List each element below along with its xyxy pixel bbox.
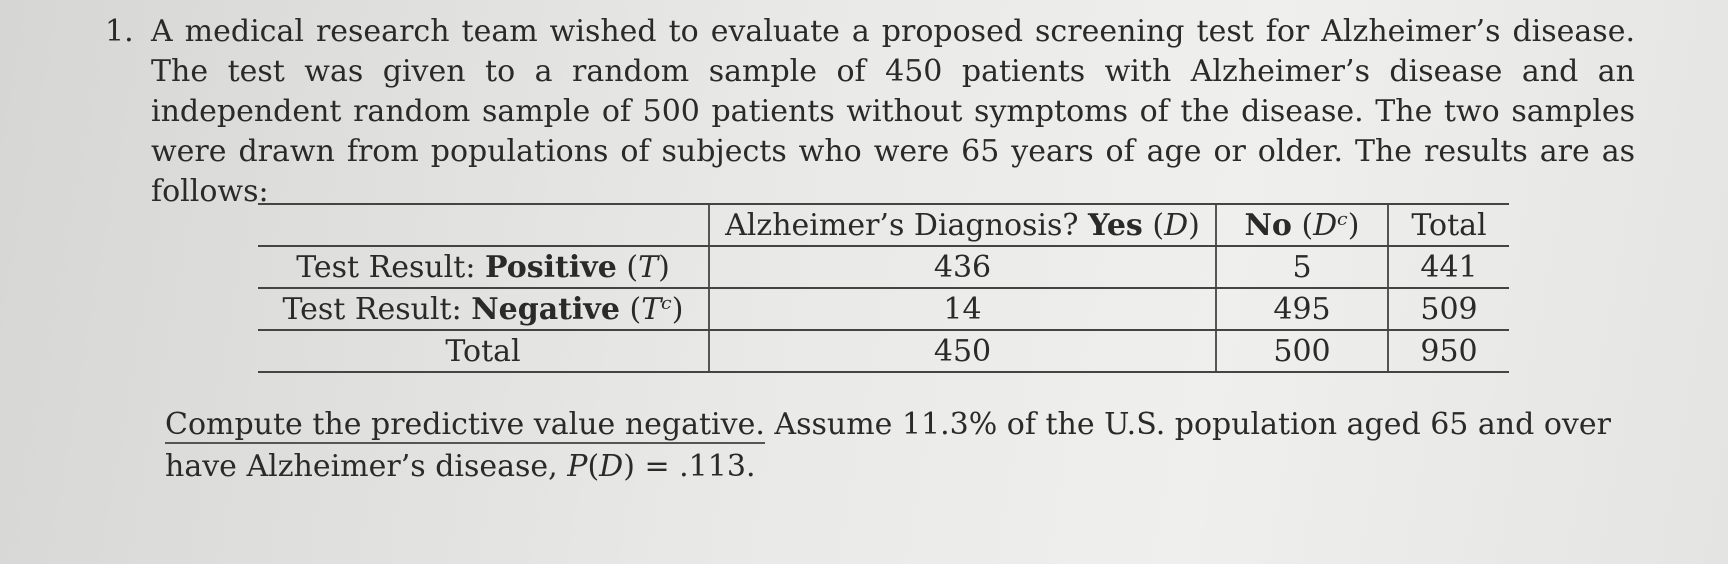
cell-negative-no: 495 <box>1216 288 1388 330</box>
row-label-prefix: Test Result: <box>296 249 485 285</box>
row-label-word: Negative <box>471 291 620 327</box>
results-table <box>258 203 1509 373</box>
prob-arg: D <box>599 449 624 484</box>
header-yes-word: Yes <box>1088 207 1143 243</box>
problem-text: A medical research team wished to evaluate a proposed screening test for Alzheimer’s disease. The test was given to a random sample of 450 patients with Alzheimer’s disease and an independent random sample of 500 patients without symptoms of the disease. The two samples were drawn from populations of subjects who were 65 years of age or older. The results are as follows: <box>151 14 1635 209</box>
problem-statement <box>105 12 1635 212</box>
prob-symbol: P <box>567 449 588 484</box>
prob-value: = .113. <box>634 449 756 484</box>
row-label-symbol: T <box>638 249 659 285</box>
cell-negative-yes: 14 <box>709 288 1216 330</box>
table-row-total <box>258 330 1509 372</box>
cell-negative-total: 509 <box>1388 288 1509 330</box>
cell-total-no: 500 <box>1216 330 1388 372</box>
row-label-total: Total <box>258 330 709 372</box>
row-label-negative: Test Result: Negative (Tᶜ) <box>258 288 709 330</box>
header-no-word: No <box>1244 207 1292 243</box>
question-underlined: Compute the predictive value negative. <box>165 407 765 442</box>
cell-total-total: 950 <box>1388 330 1509 372</box>
cell-positive-total: 441 <box>1388 246 1509 288</box>
cell-positive-no: 5 <box>1216 246 1388 288</box>
table-header-row <box>258 204 1509 246</box>
header-no-symbol: Dᶜ <box>1313 207 1348 243</box>
question-rest: Assume 11.3% of the U.S. population aged 65 and over have Alzheimer’s disease, <box>165 407 1611 484</box>
table-row-negative <box>258 288 1509 330</box>
header-no: No (Dᶜ) <box>1216 204 1388 246</box>
header-diagnosis-prefix: Alzheimer’s Diagnosis? <box>725 207 1089 243</box>
header-empty-cell <box>258 204 709 246</box>
cell-positive-yes: 436 <box>709 246 1216 288</box>
cell-total-yes: 450 <box>709 330 1216 372</box>
row-label-positive: Test Result: Positive (T) <box>258 246 709 288</box>
row-label-word: Positive <box>484 249 617 285</box>
row-label-symbol: Tᶜ <box>641 291 672 327</box>
header-diagnosis-yes: Alzheimer’s Diagnosis? Yes (D) <box>709 204 1216 246</box>
question-text: Compute the predictive value negative. Assume 11.3% of the U.S. population aged 65 and over have Alzheimer’s disease, P(D) = .113. <box>165 407 1611 484</box>
table-row-positive <box>258 246 1509 288</box>
row-label-prefix: Test Result: <box>282 291 472 327</box>
problem-number: 1. <box>105 14 134 49</box>
header-total: Total <box>1388 204 1509 246</box>
header-yes-symbol: D <box>1164 207 1189 243</box>
